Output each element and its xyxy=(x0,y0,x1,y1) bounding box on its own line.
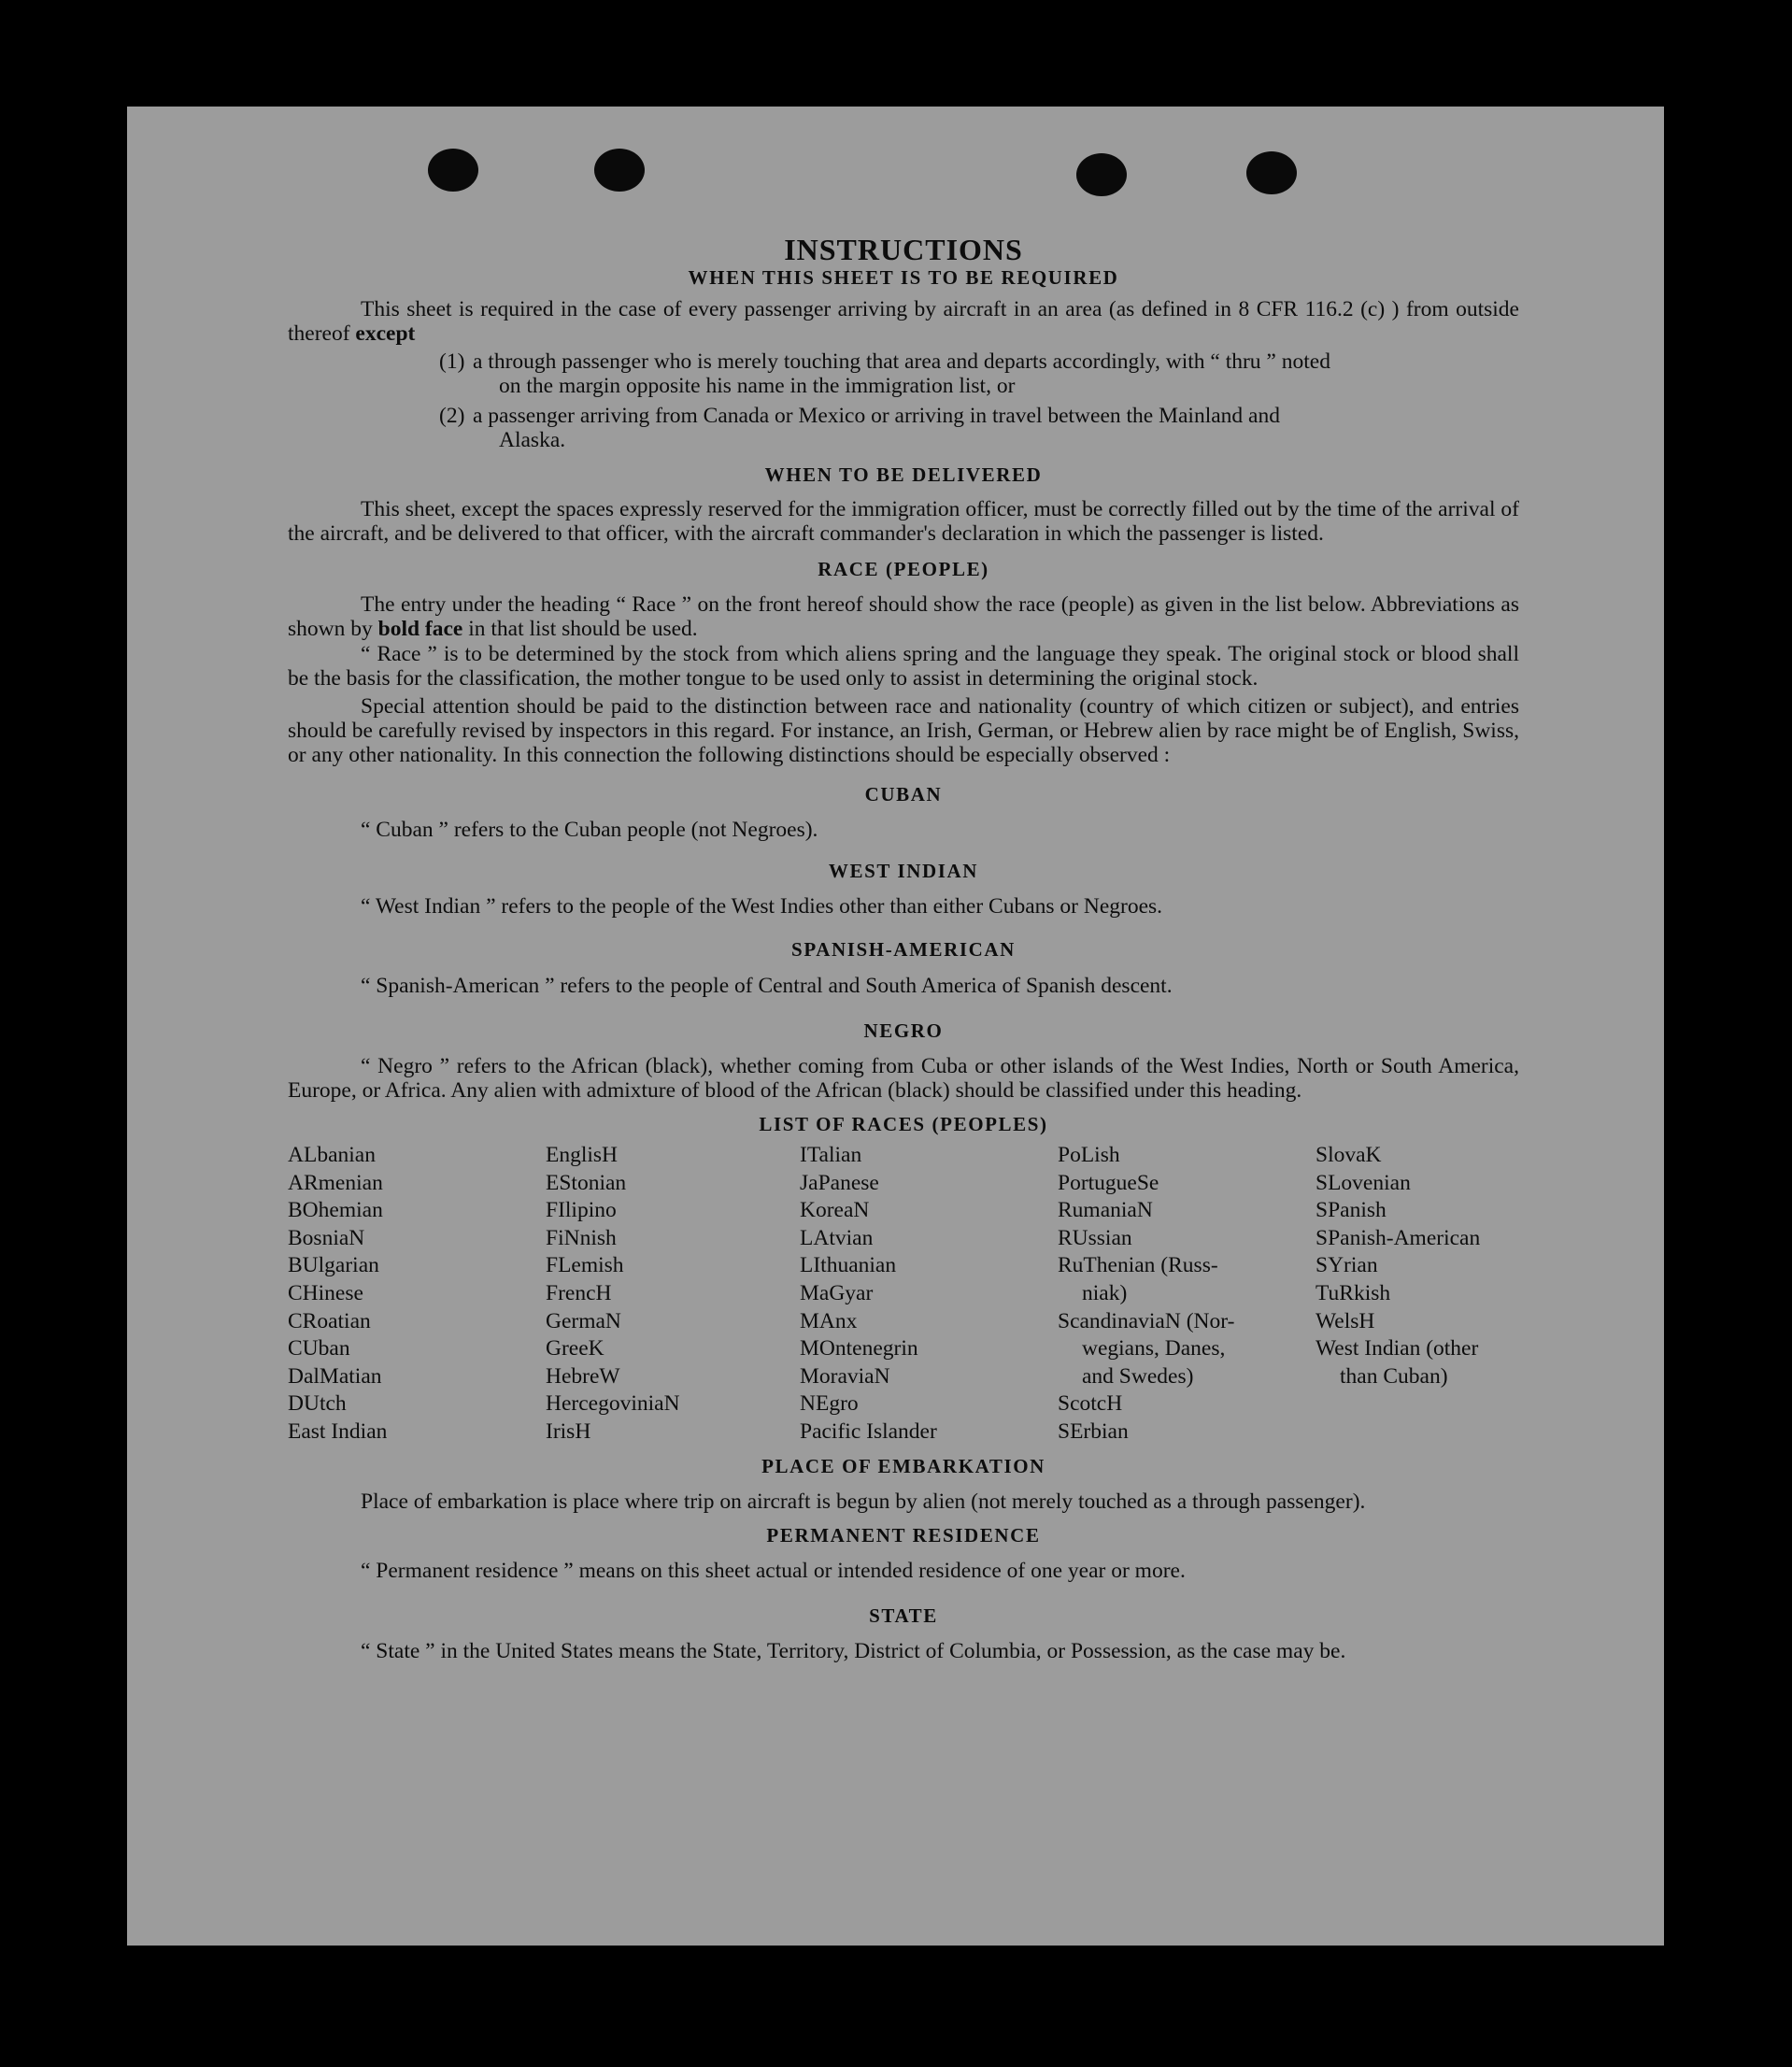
race-entry: CHinese xyxy=(288,1280,363,1305)
west-indian-text: “ West Indian ” refers to the people of the West Indies other than either Cubans or Negroes. xyxy=(361,894,1163,919)
race-paragraph-3: Special attention should be paid to the distinction between race and nationality (country of which citizen or subject), and entries should be carefully revised by inspectors in this regard. For instance, an Irish, German, or Hebrew alien by race might be of English, Swiss, or any other nationality. In this connection the following distinctions should be especially observed : xyxy=(288,694,1519,767)
page-title: INSTRUCTIONS xyxy=(784,233,1023,266)
punch-hole xyxy=(594,149,645,192)
punch-hole xyxy=(428,149,478,192)
race-entry: ALbanian xyxy=(288,1143,376,1167)
race-entry: West Indian (other xyxy=(1316,1336,1479,1361)
races-column xyxy=(1058,1142,1316,1447)
race-entry: FLemish xyxy=(546,1253,624,1278)
race-entry: LIthuanian xyxy=(800,1253,897,1278)
except-emphasis: except xyxy=(355,321,416,346)
heading-spanish-american: SPANISH-AMERICAN xyxy=(791,938,1016,961)
heading-required: WHEN THIS SHEET IS TO BE REQUIRED xyxy=(688,266,1119,289)
punch-hole xyxy=(1246,151,1297,194)
race-entry: NEgro xyxy=(800,1391,859,1417)
races-list xyxy=(288,1142,1519,1447)
race-entry: FrencH xyxy=(546,1280,612,1305)
race-entry: JaPanese xyxy=(800,1170,879,1195)
race-entry: TuRkish xyxy=(1316,1280,1391,1305)
race-entry: SlovaK xyxy=(1316,1143,1382,1167)
race-entry: BOhemian xyxy=(288,1198,383,1223)
race-entry: SLovenian xyxy=(1316,1170,1411,1195)
race-entry: East Indian xyxy=(288,1418,388,1444)
instructions-body xyxy=(288,233,1519,1663)
residence-text: “ Permanent residence ” means on this sheet actual or intended residence of one year or more. xyxy=(361,1558,1186,1583)
race-entry: CUban xyxy=(288,1336,350,1361)
race-entry: SPanish-American xyxy=(1316,1225,1481,1250)
heading-cuban: CUBAN xyxy=(864,783,943,805)
race-entry: IrisH xyxy=(546,1418,591,1444)
exception-item-1: (1) a through passenger who is merely touching that area and departs accordingly, with “ thru ” noted on the margin opposite his name in the immigration list, or xyxy=(439,349,1330,398)
heading-state: STATE xyxy=(869,1604,938,1627)
heading-list-of-races: LIST OF RACES (PEOPLES) xyxy=(759,1113,1048,1135)
race-entry: LAtvian xyxy=(800,1225,874,1250)
bold-face-emphasis: bold face xyxy=(377,617,463,641)
required-intro: This sheet is required in the case of every passenger arriving by aircraft in an area (as defined in 8 CFR 116.2 (c) ) from outside thereof except xyxy=(288,297,1519,346)
embarkation-text: Place of embarkation is place where trip on aircraft is begun by alien (not merely touched as a through passenger). xyxy=(361,1489,1366,1514)
race-entry: BUlgarian xyxy=(288,1253,379,1278)
race-entry: CRoatian xyxy=(288,1308,371,1333)
heading-negro: NEGRO xyxy=(863,1019,944,1042)
races-column xyxy=(800,1142,1058,1447)
spanish-american-text: “ Spanish-American ” refers to the people of Central and South America of Spanish descent. xyxy=(361,974,1173,998)
punch-hole xyxy=(1076,153,1127,196)
race-entry: PortugueSe xyxy=(1058,1170,1159,1195)
heading-west-indian: WEST INDIAN xyxy=(828,860,979,882)
cuban-text: “ Cuban ” refers to the Cuban people (not Negroes). xyxy=(361,818,818,842)
race-entry: KoreaN xyxy=(800,1198,870,1223)
race-entry: SErbian xyxy=(1058,1418,1129,1444)
race-entry: PoLish xyxy=(1058,1143,1120,1167)
race-entry: MOntenegrin xyxy=(800,1336,918,1361)
race-entry: wegians, Danes, xyxy=(1082,1336,1226,1361)
races-column xyxy=(288,1142,546,1447)
heading-embarkation: PLACE OF EMBARKATION xyxy=(761,1454,1045,1477)
races-column xyxy=(1316,1142,1519,1447)
race-entry: ITalian xyxy=(800,1143,862,1167)
state-text: “ State ” in the United States means the State, Territory, District of Columbia, or Possession, as the case may be. xyxy=(361,1638,1346,1663)
heading-race: RACE (PEOPLE) xyxy=(818,558,989,580)
races-column xyxy=(546,1142,800,1447)
race-entry: HebreW xyxy=(546,1363,620,1389)
race-paragraph-1: The entry under the heading “ Race ” on the front hereof should show the race (people) as given in the list below. Abbreviations as shown by bold face in that list should be used. xyxy=(288,592,1519,641)
race-entry: than Cuban) xyxy=(1340,1363,1448,1389)
race-entry: DalMatian xyxy=(288,1363,382,1389)
race-entry: FIlipino xyxy=(546,1198,617,1223)
exception-item-2: (2) a passenger arriving from Canada or Mexico or arriving in travel between the Mainland and Alaska. xyxy=(439,404,1280,452)
race-entry: EStonian xyxy=(546,1170,627,1195)
race-entry: SPanish xyxy=(1316,1198,1387,1223)
race-entry: WelsH xyxy=(1316,1308,1375,1333)
race-entry: BosniaN xyxy=(288,1225,365,1250)
race-entry: FiNnish xyxy=(546,1225,617,1250)
race-entry: EnglisH xyxy=(546,1143,619,1167)
race-entry: ScandinaviaN (Nor- xyxy=(1058,1308,1235,1333)
race-entry: ARmenian xyxy=(288,1170,383,1195)
race-entry: DUtch xyxy=(288,1391,347,1417)
race-entry: GermaN xyxy=(546,1308,621,1333)
race-entry: niak) xyxy=(1082,1280,1128,1305)
document-sheet xyxy=(127,107,1664,1946)
race-entry: RUssian xyxy=(1058,1225,1132,1250)
race-paragraph-2: “ Race ” is to be determined by the stock from which aliens spring and the language they speak. The original stock or blood shall be the basis for the classification, the mother tongue to be used only to assist in determining the original stock. xyxy=(288,642,1519,691)
race-entry: MAnx xyxy=(800,1308,858,1333)
race-entry: RumaniaN xyxy=(1058,1198,1153,1223)
race-entry: MoraviaN xyxy=(800,1363,890,1389)
negro-text: “ Negro ” refers to the African (black), whether coming from Cuba or other islands of the West Indies, North or South America, Europe, or Africa. Any alien with admixture of blood of the African (black) should be classified under this heading. xyxy=(288,1054,1519,1103)
race-entry: GreeK xyxy=(546,1336,604,1361)
delivered-text: This sheet, except the spaces expressly reserved for the immigration officer, must be correctly filled out by the time of the arrival of the aircraft, and be delivered to that officer, with the aircraft commander's declaration in which the passenger is listed. xyxy=(288,497,1519,546)
heading-residence: PERMANENT RESIDENCE xyxy=(766,1523,1041,1547)
race-entry: RuThenian (Russ- xyxy=(1058,1253,1218,1278)
race-entry: Pacific Islander xyxy=(800,1418,937,1444)
race-entry: ScotcH xyxy=(1058,1391,1123,1417)
race-entry: and Swedes) xyxy=(1082,1363,1194,1389)
race-entry: HercegoviniaN xyxy=(546,1391,680,1417)
race-entry: SYrian xyxy=(1316,1253,1378,1278)
race-entry: MaGyar xyxy=(800,1280,874,1305)
heading-delivered: WHEN TO BE DELIVERED xyxy=(764,463,1043,486)
